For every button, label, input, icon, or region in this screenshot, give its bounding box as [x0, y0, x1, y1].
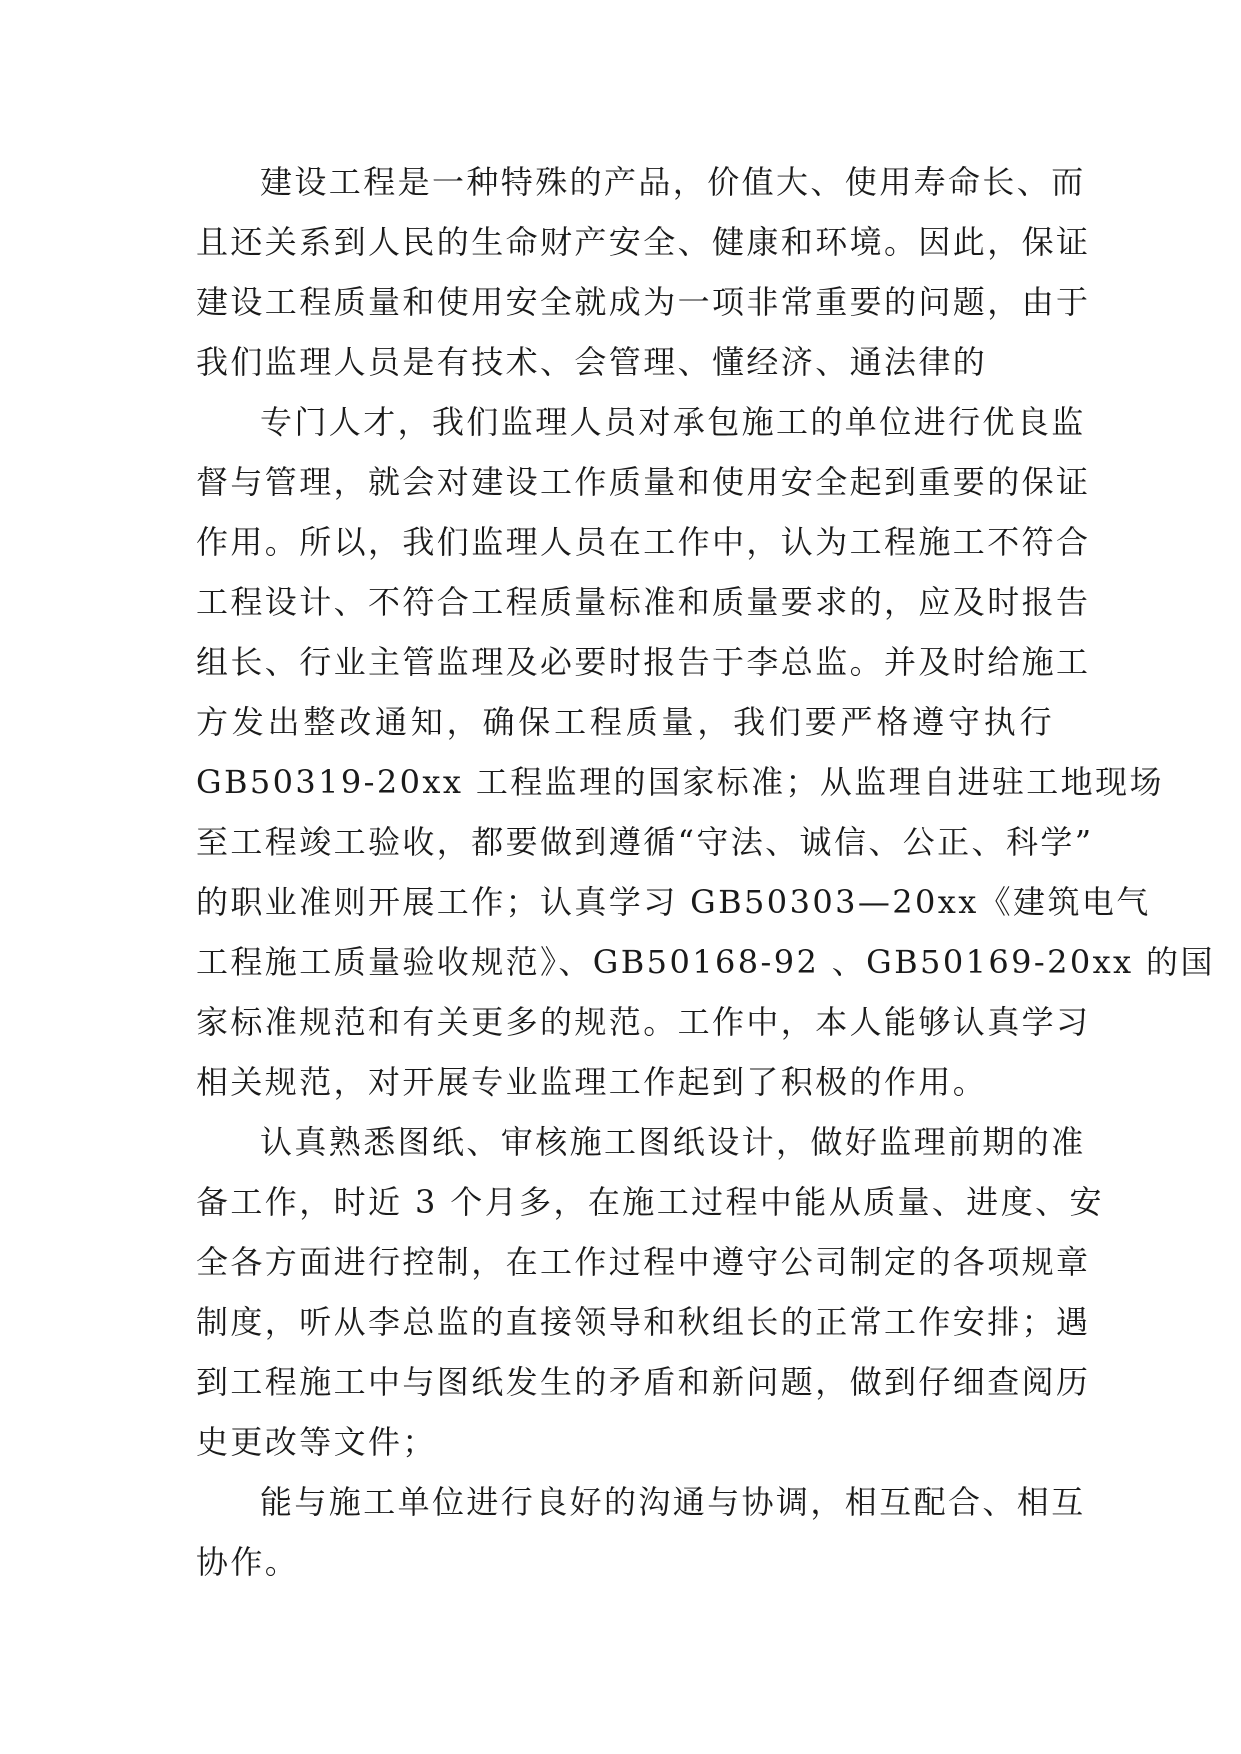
paragraph-1	[196, 152, 1091, 392]
text-line: 协作。	[196, 1543, 300, 1581]
text-line: 作用。所以，我们监理人员在工作中，认为工程施工不符合	[196, 523, 1091, 561]
text-line: 专门人才，我们监理人员对承包施工的单位进行优良监	[260, 403, 1086, 441]
document-body	[196, 152, 1215, 1592]
text-line: 史更改等文件；	[196, 1423, 437, 1461]
paragraph-2	[196, 392, 1215, 1112]
text-line: 制度，听从李总监的直接领导和秋组长的正常工作安排；遇	[196, 1303, 1091, 1341]
text-line: 备工作，时近 3 个月多，在施工过程中能从质量、进度、安	[196, 1183, 1104, 1221]
text-line: 的职业准则开展工作；认真学习 GB50303—20xx《建筑电气	[196, 883, 1151, 921]
text-line: 全各方面进行控制，在工作过程中遵守公司制定的各项规章	[196, 1243, 1091, 1281]
text-line: 建设工程是一种特殊的产品，价值大、使用寿命长、而	[260, 163, 1086, 201]
paragraph-4	[196, 1472, 1086, 1592]
text-line: 家标准规范和有关更多的规范。工作中，本人能够认真学习	[196, 1003, 1091, 1041]
text-line: 工程设计、不符合工程质量标准和质量要求的，应及时报告	[196, 583, 1091, 621]
paragraph-3	[196, 1112, 1104, 1472]
text-line: 相关规范，对开展专业监理工作起到了积极的作用。	[196, 1063, 988, 1101]
text-line: 组长、行业主管监理及必要时报告于李总监。并及时给施工	[196, 643, 1091, 681]
text-line: 到工程施工中与图纸发生的矛盾和新问题，做到仔细查阅历	[196, 1363, 1091, 1401]
text-line: 能与施工单位进行良好的沟通与协调，相互配合、相互	[260, 1483, 1086, 1521]
text-line: 且还关系到人民的生命财产安全、健康和环境。因此，保证	[196, 223, 1091, 261]
text-line: 认真熟悉图纸、审核施工图纸设计，做好监理前期的准	[260, 1123, 1086, 1161]
text-line: 方发出整改通知，确保工程质量，我们要严格遵守执行	[196, 703, 1054, 741]
text-line: GB50319-20xx 工程监理的国家标准；从监理自进驻工地现场	[196, 763, 1164, 801]
text-line: 至工程竣工验收，都要做到遵循“守法、诚信、公正、科学”	[196, 823, 1094, 861]
text-line: 建设工程质量和使用安全就成为一项非常重要的问题，由于	[196, 283, 1091, 321]
text-line: 工程施工质量验收规范》、GB50168-92 、GB50169-20xx 的国	[196, 943, 1215, 981]
text-line: 督与管理，就会对建设工作质量和使用安全起到重要的保证	[196, 463, 1091, 501]
text-line: 我们监理人员是有技术、会管理、懂经济、通法律的	[196, 343, 988, 381]
